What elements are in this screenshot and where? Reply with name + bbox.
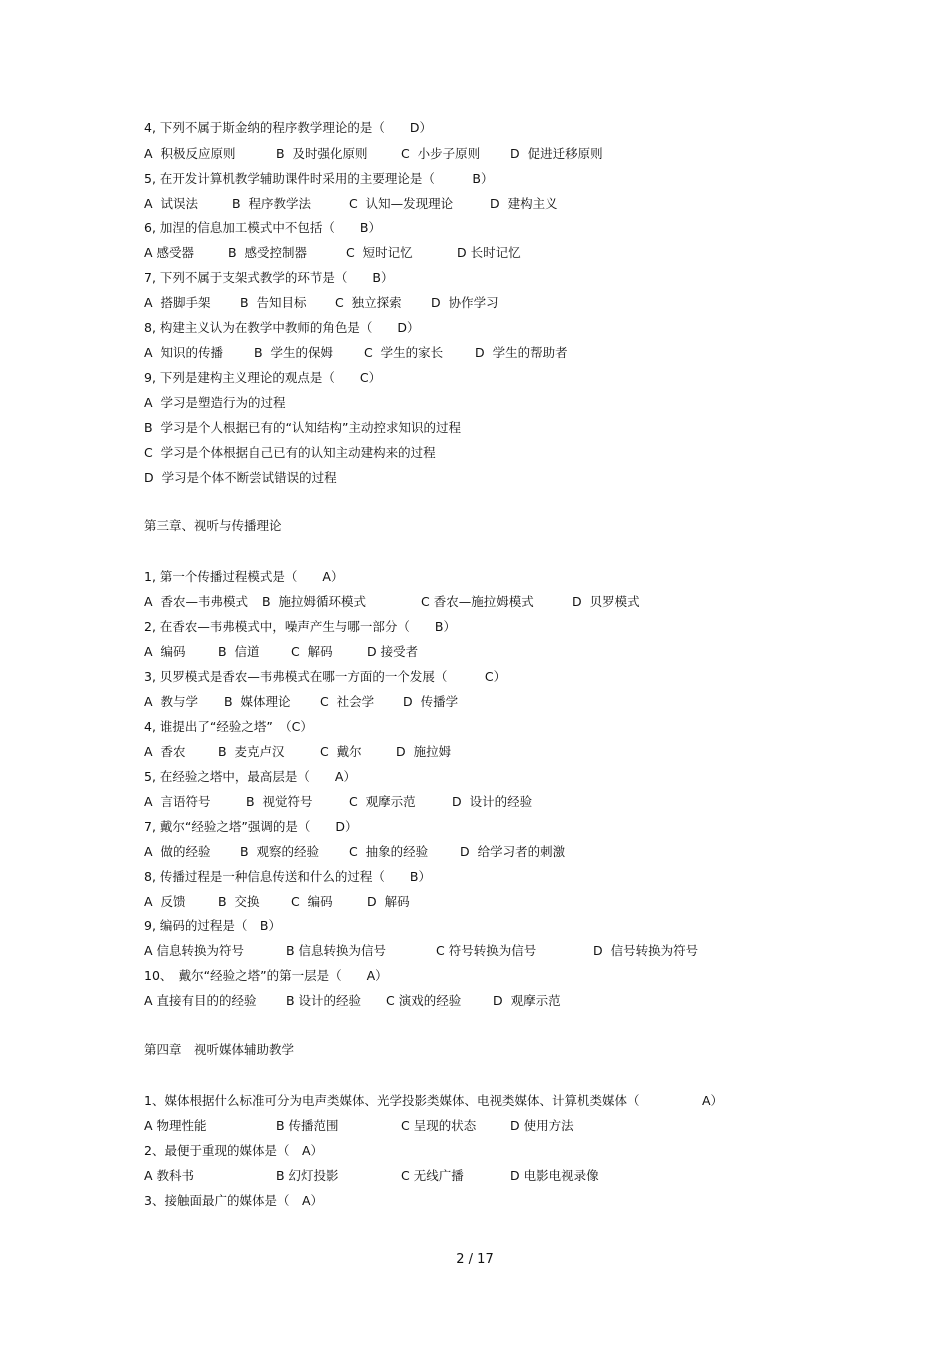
answer-option: A 感受器 [144,245,195,260]
answer-option: D 建构主义 [490,196,558,211]
question-text: 2, 在香农—韦弗模式中，噪声产生与哪一部分（ B） [144,619,456,634]
question-text: 9, 编码的过程是（ B） [144,918,281,933]
answer-option: A 香农 [144,744,186,759]
answer-option: C 香农—施拉姆模式 [421,594,534,609]
answer-option: B 学生的保姆 [254,345,334,360]
question-text: 10、 戴尔“经验之塔”的第一层是（ A） [144,968,388,983]
answer-option: D 给学习者的刺激 [460,844,566,859]
answer-option: A 物理性能 [144,1118,207,1133]
answer-option: B 麦克卢汉 [218,744,285,759]
answer-option: D 解码 [367,894,410,909]
answer-option: D 传播学 [403,694,459,709]
answer-option: B 感受控制器 [228,245,308,260]
answer-option: A 知识的传播 [144,345,223,360]
question-text: 3, 贝罗模式是香农—韦弗模式在哪一方面的一个发展（ C） [144,669,507,684]
answer-option: A 教科书 [144,1168,195,1183]
answer-option: C 编码 [291,894,333,909]
answer-option: C 抽象的经验 [349,844,429,859]
answer-option: A 信息转换为符号 [144,943,245,958]
answer-option: B 幻灯投影 [276,1168,339,1183]
answer-option: C 小步子原则 [401,146,481,161]
question-text: 8, 传播过程是一种信息传送和什么的过程（ B） [144,869,431,884]
answer-option: D 使用方法 [510,1118,574,1133]
answer-option: C 认知—发现理论 [349,196,454,211]
question-text: 5, 在经验之塔中，最高层是（ A） [144,769,356,784]
answer-option: C 独立探索 [335,295,402,310]
answer-option: D 信号转换为符号 [593,943,699,958]
answer-option: C 解码 [291,644,333,659]
answer-option: A 积极反应原则 [144,146,236,161]
question-text: 4, 谁提出了“经验之塔” （C） [144,719,313,734]
answer-option: B 程序教学法 [232,196,312,211]
answer-option: D 促进迁移原则 [510,146,603,161]
question-text: 1, 第一个传播过程模式是（ A） [144,569,344,584]
answer-option: D 学生的帮助者 [475,345,568,360]
answer-option: D 施拉姆 [396,744,452,759]
answer-option: B 传播范围 [276,1118,339,1133]
question-text: 1、媒体根据什么标准可分为电声类媒体、光学投影类媒体、电视类媒体、计算机类媒体（ A） [144,1093,724,1108]
answer-option: A 做的经验 [144,844,211,859]
answer-option: B 信息转换为信号 [286,943,387,958]
question-text: C 学习是个体根据自己已有的认知主动建构来的过程 [144,445,436,460]
answer-option: D 贝罗模式 [572,594,640,609]
answer-option: A 编码 [144,644,186,659]
answer-option: D 电影电视录像 [510,1168,599,1183]
chapter-heading: 第四章 视听媒体辅助教学 [144,1042,295,1057]
question-text: 3、接触面最广的媒体是（ A） [144,1193,324,1208]
answer-option: C 演戏的经验 [386,993,462,1008]
question-text: 7, 戴尔“经验之塔”强调的是（ D） [144,819,358,834]
question-text: 2、最便于重现的媒体是（ A） [144,1143,324,1158]
answer-option: A 教与学 [144,694,198,709]
question-text: 4, 下列不属于斯金纳的程序教学理论的是（ D） [144,120,433,135]
question-text: 6, 加涅的信息加工模式中不包括（ B） [144,220,381,235]
question-text: 9, 下列是建构主义理论的观点是（ C） [144,370,382,385]
answer-option: C 符号转换为信号 [436,943,537,958]
answer-option: A 言语符号 [144,794,211,809]
answer-option: C 短时记忆 [346,245,413,260]
answer-option: B 交换 [218,894,260,909]
question-text: 7, 下列不属于支架式教学的环节是（ B） [144,270,394,285]
answer-option: B 设计的经验 [286,993,362,1008]
answer-option: C 学生的家长 [364,345,444,360]
answer-option: C 戴尔 [320,744,362,759]
answer-option: B 媒体理论 [224,694,291,709]
answer-option: B 告知目标 [240,295,307,310]
answer-option: A 试误法 [144,196,198,211]
answer-option: B 视觉符号 [246,794,313,809]
answer-option: C 呈现的状态 [401,1118,477,1133]
answer-option: C 社会学 [320,694,375,709]
answer-option: A 反馈 [144,894,186,909]
question-text: D 学习是个体不断尝试错误的过程 [144,470,337,485]
question-text: B 学习是个人根据已有的“认知结构”主动控求知识的过程 [144,420,461,435]
answer-option: B 信道 [218,644,260,659]
question-text: 8, 构建主义认为在教学中教师的角色是（ D） [144,320,420,335]
answer-option: D 长时记忆 [457,245,521,260]
answer-option: C 无线广播 [401,1168,464,1183]
answer-option: A 直接有目的的经验 [144,993,257,1008]
answer-option: D 协作学习 [431,295,499,310]
answer-option: D 观摩示范 [493,993,561,1008]
answer-option: A 搭脚手架 [144,295,211,310]
answer-option: B 及时强化原则 [276,146,368,161]
answer-option: A 香农—韦弗模式 [144,594,248,609]
question-text: 5, 在开发计算机教学辅助课件时采用的主要理论是（ B） [144,171,494,186]
answer-option: B 施拉姆循环模式 [262,594,367,609]
chapter-heading: 第三章、视听与传播理论 [144,518,282,533]
answer-option: D 设计的经验 [452,794,533,809]
answer-option: B 观察的经验 [240,844,320,859]
page-number: 2 / 17 [456,1252,494,1267]
question-text: A 学习是塑造行为的过程 [144,395,286,410]
answer-option: D 接受者 [367,644,419,659]
answer-option: C 观摩示范 [349,794,416,809]
